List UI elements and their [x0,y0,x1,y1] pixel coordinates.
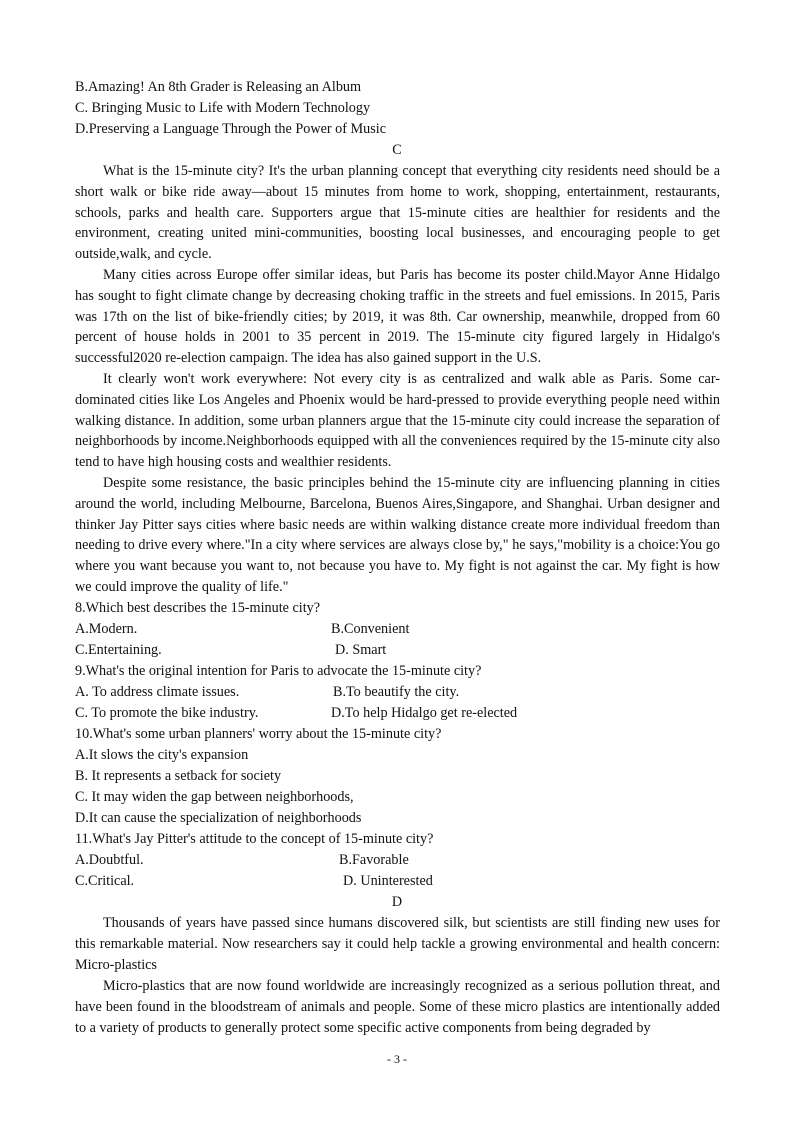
question-10-option-a: A.It slows the city's expansion [75,747,249,763]
passage-c-paragraph-1: What is the 15-minute city? It's the urban planning concept that everything city residents need should be a short walk or bike ride away—about 15 minutes from home to work, shopping, entertainment, restaurants, schools, parks and health care. Supporters argue that 15-minute cities are healthier for residents and the environment, creating united mini-communities, boosting local businesses, and encouraging people to get outside,walk, and cycle. [75,163,720,263]
option-d-previous: D.Preserving a Language Through the Power of Music [75,121,387,137]
question-9-option-c: C. To promote the bike industry. [75,705,259,721]
question-10-option-c: C. It may widen the gap between neighborhoods, [75,789,354,805]
question-10-stem: 10.What's some urban planners' worry about the 15-minute city? [75,726,442,742]
question-11-option-b: B.Favorable [339,852,409,868]
question-9-option-d: D.To help Hidalgo get re-elected [331,705,518,721]
question-8-option-b: B.Convenient [331,621,410,637]
question-10-option-d: D.It can cause the specialization of neighborhoods [75,810,362,826]
question-10-option-b: B. It represents a setback for society [75,768,282,784]
question-8-option-c: C.Entertaining. [75,642,162,658]
page-number: - 3 - [387,1052,407,1066]
section-label-d: D [391,894,403,910]
question-11-option-a: A.Doubtful. [75,852,144,868]
question-9-option-a: A. To address climate issues. [75,684,240,700]
option-c-previous: C. Bringing Music to Life with Modern Technology [75,100,371,116]
question-8-option-d: D. Smart [335,642,387,658]
question-11-stem: 11.What's Jay Pitter's attitude to the concept of 15-minute city? [75,831,434,847]
section-label-c: C [392,142,402,158]
passage-d-paragraph-1: Thousands of years have passed since humans discovered silk, but scientists are still finding new uses for this remarkable material. Now researchers say it could help tackle a growing environmental and health concern: Micro-plastics [75,915,720,973]
question-11-option-d: D. Uninterested [343,873,433,889]
option-b-previous: B.Amazing! An 8th Grader is Releasing an Album [75,79,362,95]
passage-d-paragraph-2: Micro-plastics that are now found worldwide are increasingly recognized as a serious pollution threat, and have been found in the bloodstream of animals and people. Some of these micro plastics are intentionally added to a variety of products to generally protect some specific active components from being degraded by [75,978,720,1036]
passage-c-paragraph-3: It clearly won't work everywhere: Not every city is as centralized and walk able as Paris. Some car-dominated cities like Los Angeles and Phoenix would be hard-pressed to provide everything people need within walking distance. In addition, some urban planners argue that the 15-minute city could increase the separation of neighborhoods by income.Neighborhoods equipped with all the conveniences required by the 15-minute city also tend to have high housing costs and wealthier residents. [75,371,720,471]
passage-c-paragraph-2: Many cities across Europe offer similar ideas, but Paris has become its poster child.Mayor Anne Hidalgo has sought to fight climate change by decreasing choking traffic in the streets and fuel emissions. In 2015, Paris was 17th on the list of bike-friendly cities; by 2019, it was 8th. Car ownership, meanwhile, dropped from 60 percent of house holds in 2001 to 35 percent in 2019. The 15-minute city figured largely in Hidalgo's successful2020 re-election campaign. The idea has also gained support in the U.S. [75,267,720,367]
question-8-option-a: A.Modern. [75,621,138,637]
question-11-option-c: C.Critical. [75,873,135,889]
passage-c-paragraph-4: Despite some resistance, the basic principles behind the 15-minute city are influencing planning in cities around the world, including Melbourne, Barcelona, Buenos Aires,Singapore, and Shanghai. Urban designer and thinker Jay Pitter says cities where basic needs are within walking distance create more individual freedom than needing to drive every where."In a city where services are always close by," he says,"mobility is a choice:You go where you want because you want to, not because you have to. My fight is not against the car. My fight is how we could improve the quality of life." [75,475,720,595]
question-9-stem: 9.What's the original intention for Paris to advocate the 15-minute city? [75,663,482,679]
question-8-stem: 8.Which best describes the 15-minute city? [75,600,321,616]
question-9-option-b: B.To beautify the city. [333,684,460,700]
